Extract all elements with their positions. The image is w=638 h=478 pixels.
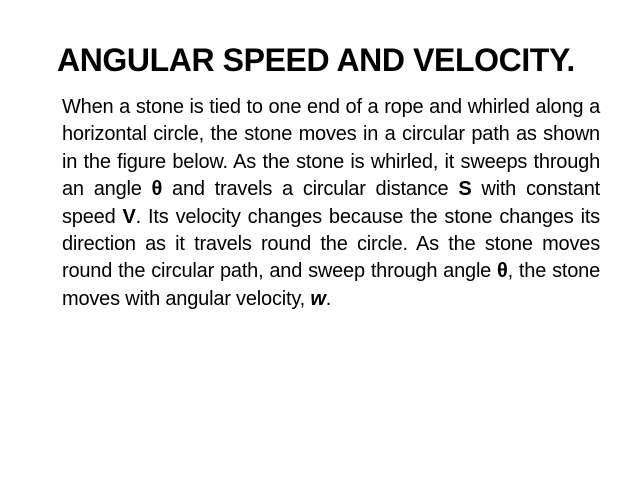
speed-symbol: V (122, 205, 136, 228)
angular-velocity-symbol: w (310, 287, 326, 310)
slide-body-text (62, 94, 600, 313)
slide-title: ANGULAR SPEED AND VELOCITY. (57, 42, 575, 78)
body-text-part: with constant speed (62, 178, 600, 228)
theta-symbol: θ (151, 178, 163, 201)
theta-symbol: θ (497, 260, 508, 283)
body-text-part: When a stone is tied to one end of a rope and whirled along a horizontal circle, the stone moves in a circular path as shown in the figure below. As the stone is whirled, it sweeps through an angle (62, 96, 600, 201)
body-text-part: . Its velocity changes because the stone changes its direction as it travels round the circle. As the stone moves round the circular path, and sweep through angle (62, 205, 600, 283)
body-text-part: , the stone moves with angular velocity, (62, 260, 600, 310)
body-text-part: and travels a circular distance (162, 178, 459, 201)
distance-symbol: S (458, 178, 472, 201)
body-text-part: . (325, 287, 332, 310)
